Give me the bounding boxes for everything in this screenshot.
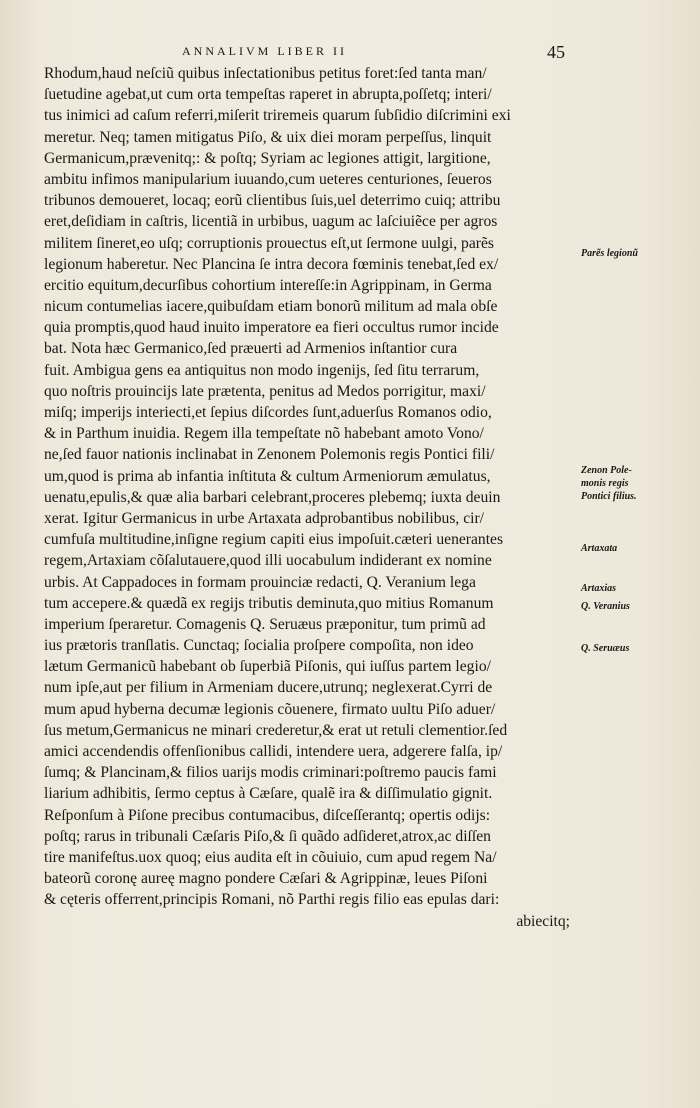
text-line: quo noſtris prouincijs late prætenta, penitus ad Medos porrigitur, maxi/ [44, 382, 486, 400]
text-line: liarium adhibitis, ſermo ceptus à Cæſare, qualẽ ira & diſſimulatio gignit. [44, 785, 493, 803]
margin-note-line: Q. Seruæus [581, 643, 630, 654]
text-line: uenatu,epulis,& quæ alia barbari celebrant,proceres plebemq; iuxta deuin [44, 488, 501, 506]
text-line: miſq; imperijs interiecti,et ſepius diſcordes ſunt,aduerſus Romanos odio, [44, 404, 492, 421]
text-line: bateorũ coronę aureę magno pondere Cæſari & Agrippinæ, leues Piſoni [44, 870, 488, 888]
text-line: lætum Germanicũ habebant ob ſuperbiã Piſonis, qui iuſſus partem legio/ [44, 658, 491, 676]
text-line: Rhodum,haud neſciũ quibus inſectationibus petitus foret:ſed tanta man/ [44, 65, 487, 82]
text-line: ius prætoris tranſlatis. Cunctaq; ſocialia proſpere compoſita, non ideo [44, 637, 474, 655]
text-line: regem,Artaxiam cõſalutauere,quod illi uocabulum indiderant ex nomine [44, 552, 492, 570]
text-line: ambitu infimos manipularium iuuando,cum ueteres centuriones, ſeueros [44, 170, 492, 188]
text-line: ſumq; & Plancinam,& filios uarijs modis criminari:poſtremo paucis fami [44, 764, 497, 782]
text-line: bat. Nota hæc Germanico,ſed præuerti ad Armenios inſtantior cura [44, 340, 458, 358]
text-line: xerat. Igitur Germanicus in urbe Artaxata adprobantibus nobilibus, cir/ [44, 509, 484, 527]
margin-note [581, 464, 699, 503]
page-number: 45 [547, 42, 565, 62]
text-line: um,quod is prima ab infantia inſtituta & cultum Armeniorum æmulatus, [44, 467, 491, 485]
text-line: ſuetudine agebat,ut cum orta tempeſtas raperet in abrupta,poſſetq; interi/ [44, 86, 492, 104]
running-title: ANNALIVM LIBER II [182, 44, 347, 58]
text-line: mum apud hyberna decumæ legionis cõuenere, firmato uultu Piſo aduer/ [44, 700, 496, 718]
margin-note-line: Artaxias [581, 583, 617, 594]
text-line: ercitio equitum,decurſibus cohortium intereſſe:in Agrippinam, in Germa [44, 276, 492, 294]
margin-note-line: Zenon Pole- [581, 465, 632, 476]
text-line: num ipſe,aut per filium in Armeniam ducere,utrunq; neglexerat.Cyrri de [44, 679, 493, 697]
text-line: & in Parthum inuidia. Regem illa tempeſtate nõ habebant amoto Vono/ [44, 425, 484, 443]
margin-note-line: monis regis [581, 478, 629, 489]
margin-note-line: Pontici filius. [581, 491, 637, 502]
text-line: ne,ſed fauor nationis inclinabat in Zenonem Polemonis regis Pontici fili/ [44, 446, 495, 464]
text-line: poſtq; rarus in tribunali Cæſaris Piſo,& ſi quãdo adſideret,atrox,ac diſſen [44, 827, 491, 845]
margin-note-line: Artaxata [581, 543, 618, 554]
text-line: fuit. Ambigua gens ea antiquitus non modo ingenijs, ſed ſitu terrarum, [44, 361, 480, 379]
text-line: Germanicum,prævenitq;: & poſtq; Syriam ac legiones attigit, largitione, [44, 149, 491, 167]
text-line: nicum contumelias iacere,quibuſdam etiam bonorũ militum ad mala obſe [44, 298, 498, 316]
text-line: ſus metum,Germanicus ne minari crederetur,& erat ut retuli clementior.ſed [44, 721, 508, 739]
text-line: Reſponſum à Piſone precibus contumacibus, diſceſſerantq; opertis odijs: [44, 806, 491, 824]
text-line: tus inimici ad caſum referri,miſerit triremeis quarum ſubſidio diſcrimini exi [44, 107, 511, 125]
text-line: quia promptis,quod haud inuito imperatore ea fieri occultus rumor incide [44, 319, 499, 337]
main-text-block [44, 63, 574, 932]
text-line: urbis. At Cappadoces in formam prouinciæ redacti, Q. Veranium lega [44, 573, 476, 591]
text-line: tribunos demoueret, locaq; eorũ clientibus ſuis,uel deterrimo cuiq; attribu [44, 192, 501, 210]
text-line: legionum haberetur. Nec Plancina ſe intra decora fœminis tenebat,ſed ex/ [44, 255, 499, 273]
text-line: tire manifeſtus.uox quoq; eius audita eſt in cõuiuio, cum apud regem Na/ [44, 848, 497, 866]
margin-note [581, 247, 699, 260]
catchword: abiecitq; [516, 912, 570, 930]
text-line: amici accendendis offenſionibus callidi, intendere uera, adgerere falſa, ip/ [44, 743, 503, 760]
text-line: & cęteris offerrent,principis Romani, nõ Parthi regis filio eas epulas dari: [44, 891, 500, 909]
text-line: cumfuſa multitudine,inſigne regium capiti eius impoſuit.cæteri uenerantes [44, 531, 504, 549]
margin-note [581, 642, 699, 655]
text-line: eret,deſidiam in caſtris, licentiã in urbibus, uagum ac laſciuiẽce per agros [44, 213, 498, 231]
margin-note [581, 582, 699, 595]
margin-note-line: Q. Veranius [581, 601, 630, 612]
text-line: imperium ſperaretur. Comagenis Q. Seruæus præponitur, tum primũ ad [44, 615, 486, 633]
margin-note-line: Parẽs legionũ [581, 248, 638, 259]
text-line: meretur. Neq; tamen mitigatus Piſo, & uix diei moram perpeſſus, linquit [44, 128, 492, 146]
text-line: tum accepere.& quædã ex regijs tributis deminuta,quo mitius Romanum [44, 594, 494, 612]
text-line: militem ſineret,eo uſq; corruptionis prouectus eſt,ut ſermone uulgi, parẽs [44, 234, 494, 252]
margin-note [581, 542, 699, 555]
margin-note [581, 600, 699, 613]
